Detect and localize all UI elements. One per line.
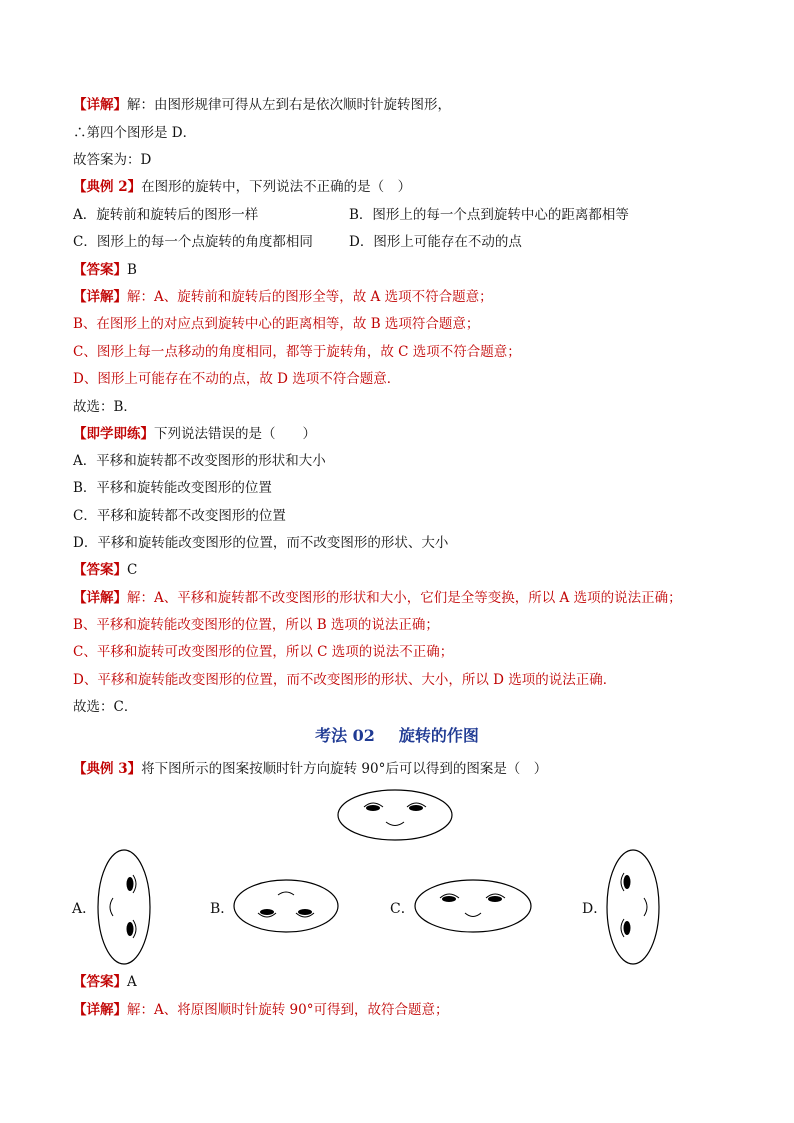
detail-line: C、平移和旋转可改变图形的位置，所以 C 选项的说法不正确； — [73, 644, 454, 660]
answer-tag: 【答案】 — [73, 974, 127, 990]
option-d: D．图形上可能存在不动的点 — [349, 234, 522, 250]
option-b: B．平移和旋转能改变图形的位置 — [73, 480, 272, 496]
answer-text: B — [127, 262, 137, 278]
option-a-face-figure — [97, 848, 151, 966]
figure-option-d-label: D． — [582, 901, 608, 917]
option-c: C．图形上的每一个点旋转的角度都相同 — [73, 234, 313, 250]
detail-tag: 【详解】 — [73, 289, 127, 305]
answer-line — [73, 973, 137, 991]
detail-line — [73, 1001, 448, 1019]
section-heading — [0, 723, 794, 746]
heading-number: 考法 02 — [315, 726, 375, 745]
answer-tag: 【答案】 — [73, 262, 127, 278]
answer-line — [73, 561, 137, 579]
detail-line — [73, 288, 493, 306]
option-d: D．平移和旋转能改变图形的位置，而不改变图形的形状、大小 — [73, 535, 449, 551]
conclusion-line: 故选：B． — [73, 399, 137, 415]
detail-text: 解：A、平移和旋转都不改变图形的形状和大小，它们是全等变换，所以 A 选项的说法正确； — [127, 590, 682, 606]
detail-line: B、在图形上的对应点到旋转中心的距离相等，故 B 选项符合题意； — [73, 316, 480, 332]
detail-tag: 【详解】 — [73, 97, 127, 113]
answer-text: A — [127, 974, 137, 990]
question-text: 将下图所示的图案按顺时针方向旋转 90°后可以得到的图案是（ ） — [141, 761, 548, 777]
option-row — [73, 233, 522, 251]
detail-text: 解：A、将原图顺时针旋转 90°可得到，故符合题意； — [127, 1002, 449, 1018]
conclusion-line: 故选：C． — [73, 699, 138, 715]
figure-option-a-label: A． — [72, 901, 97, 917]
example-2-question — [73, 178, 411, 196]
example-3-question — [73, 760, 547, 778]
question-text: 下列说法错误的是（ ） — [154, 426, 316, 442]
detail-tag: 【详解】 — [73, 1002, 127, 1018]
option-c-face-figure — [414, 879, 532, 933]
detail-line: B、平移和旋转能改变图形的位置，所以 B 选项的说法正确； — [73, 617, 439, 633]
detail-line — [73, 589, 682, 607]
figure-option-b-label: B． — [210, 901, 235, 917]
question-text: 在图形的旋转中，下列说法不正确的是（ ） — [141, 179, 412, 195]
text-line: 故答案为：D — [73, 152, 152, 168]
answer-tag: 【答案】 — [73, 562, 127, 578]
text-line: ∴第四个图形是 D． — [73, 125, 197, 141]
detail-tag: 【详解】 — [73, 590, 127, 606]
option-b: B．图形上的每一个点到旋转中心的距离都相等 — [349, 207, 629, 223]
option-a: A．平移和旋转都不改变图形的形状和大小 — [73, 453, 326, 469]
practice-tag: 【即学即练】 — [73, 426, 154, 442]
option-a: A．旋转前和旋转后的图形一样 — [73, 207, 259, 223]
detail-line-1 — [73, 96, 451, 114]
detail-text: 解：A、旋转前和旋转后的图形全等，故 A 选项不符合题意； — [127, 289, 493, 305]
detail-line: D、平移和旋转能改变图形的位置，而不改变图形的形状、大小，所以 D 选项的说法正确． — [73, 672, 617, 688]
example-tag: 【典例 2】 — [73, 179, 142, 195]
original-face-figure — [337, 789, 453, 841]
detail-line: C、图形上每一点移动的角度相同，都等于旋转角，故 C 选项不符合题意； — [73, 344, 521, 360]
option-b-face-figure — [233, 879, 339, 933]
example-tag: 【典例 3】 — [73, 761, 142, 777]
answer-text: C — [127, 562, 138, 578]
detail-line: D、图形上可能存在不动的点，故 D 选项不符合题意． — [73, 371, 401, 387]
option-c: C．平移和旋转都不改变图形的位置 — [73, 508, 286, 524]
figure-option-c-label: C． — [390, 901, 415, 917]
detail-text: 解：由图形规律可得从左到右是依次顺时针旋转图形， — [127, 97, 451, 113]
heading-title: 旋转的作图 — [398, 726, 479, 745]
answer-line — [73, 261, 137, 279]
option-d-face-figure — [606, 848, 660, 966]
practice-question — [73, 425, 316, 443]
option-row — [73, 206, 629, 224]
